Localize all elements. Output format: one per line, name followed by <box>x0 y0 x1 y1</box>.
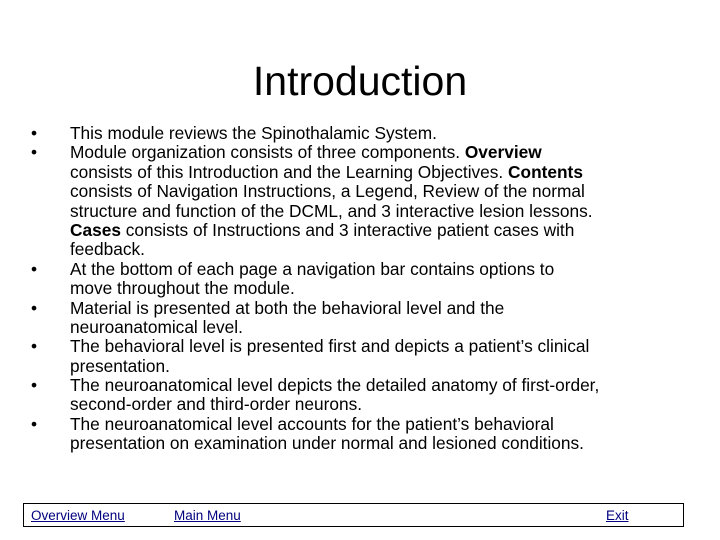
text-line <box>0 415 720 434</box>
text-line <box>0 357 720 376</box>
text-segment: second-order and third-order neurons. <box>70 394 363 415</box>
line-text <box>70 143 542 162</box>
text-line <box>0 260 720 279</box>
bullet-icon: • <box>31 123 38 143</box>
text-segment: At the bottom of each page a navigation bar contains options to <box>70 258 555 279</box>
bullet-icon: • <box>31 375 38 396</box>
main-menu-link[interactable]: Main Menu <box>174 508 241 523</box>
line-text <box>70 395 362 414</box>
text-line <box>0 395 720 414</box>
line-text <box>70 357 170 376</box>
line-text <box>70 318 243 337</box>
text-segment: The neuroanatomical level accounts for the patient’s behavioral <box>70 413 554 434</box>
bullet-icon: • <box>31 413 38 434</box>
bullet-icon: • <box>31 297 38 318</box>
bullet-icon: • <box>31 142 38 163</box>
text-segment: move throughout the module. <box>70 278 295 299</box>
line-text <box>70 337 589 356</box>
navigation-bar <box>23 503 684 527</box>
list-item <box>0 299 720 338</box>
text-line <box>0 240 720 259</box>
text-line <box>0 279 720 298</box>
list-item <box>0 337 720 376</box>
bullet-list <box>0 124 720 454</box>
list-item <box>0 376 720 415</box>
text-line <box>0 221 720 240</box>
exit-link[interactable]: Exit <box>606 508 629 523</box>
page-title: Introduction <box>252 58 468 104</box>
text-segment: neuroanatomical level. <box>70 316 243 337</box>
line-text <box>70 163 583 182</box>
text-line <box>0 182 720 201</box>
bold-term: Cases <box>70 219 121 240</box>
bullet-icon: • <box>31 258 38 279</box>
text-segment: Module organization consists of three components. <box>70 142 465 163</box>
line-text <box>70 299 504 318</box>
bullet-icon: • <box>31 336 38 357</box>
text-segment: consists of Navigation Instructions, a Legend, Review of the normal <box>70 181 585 202</box>
text-line <box>0 337 720 356</box>
line-text <box>70 240 145 259</box>
text-segment: The behavioral level is presented first and depicts a patient’s clinical <box>70 336 590 357</box>
text-line <box>0 124 720 143</box>
line-text <box>70 415 554 434</box>
line-text <box>70 434 584 453</box>
line-text <box>70 279 295 298</box>
list-item <box>0 143 720 259</box>
text-segment: feedback. <box>70 239 145 260</box>
line-text <box>70 221 574 240</box>
list-item <box>0 415 720 454</box>
text-segment: presentation on examination under normal and lesioned conditions. <box>70 433 584 454</box>
line-text <box>70 260 554 279</box>
bold-term: Overview <box>464 142 542 163</box>
text-segment: The neuroanatomical level depicts the detailed anatomy of first-order, <box>70 375 600 396</box>
list-item <box>0 124 720 143</box>
text-segment: presentation. <box>70 355 170 376</box>
line-text <box>70 124 437 143</box>
list-item <box>0 260 720 299</box>
text-line <box>0 143 720 162</box>
text-line <box>0 434 720 453</box>
text-segment: structure and function of the DCML, and 3 interactive lesion lessons. <box>70 200 593 221</box>
bold-term: Contents <box>508 161 583 182</box>
text-line <box>0 318 720 337</box>
text-line <box>0 376 720 395</box>
text-segment: This module reviews the Spinothalamic System. <box>70 123 437 143</box>
text-line <box>0 299 720 318</box>
text-line <box>0 202 720 221</box>
overview-menu-link[interactable]: Overview Menu <box>31 508 125 523</box>
text-line <box>0 163 720 182</box>
line-text <box>70 182 585 201</box>
line-text <box>70 202 593 221</box>
text-segment: consists of Instructions and 3 interactive patient cases with <box>120 219 575 240</box>
text-segment: consists of this Introduction and the Learning Objectives. <box>70 161 509 182</box>
text-segment: Material is presented at both the behavioral level and the <box>70 297 505 318</box>
line-text <box>70 376 599 395</box>
